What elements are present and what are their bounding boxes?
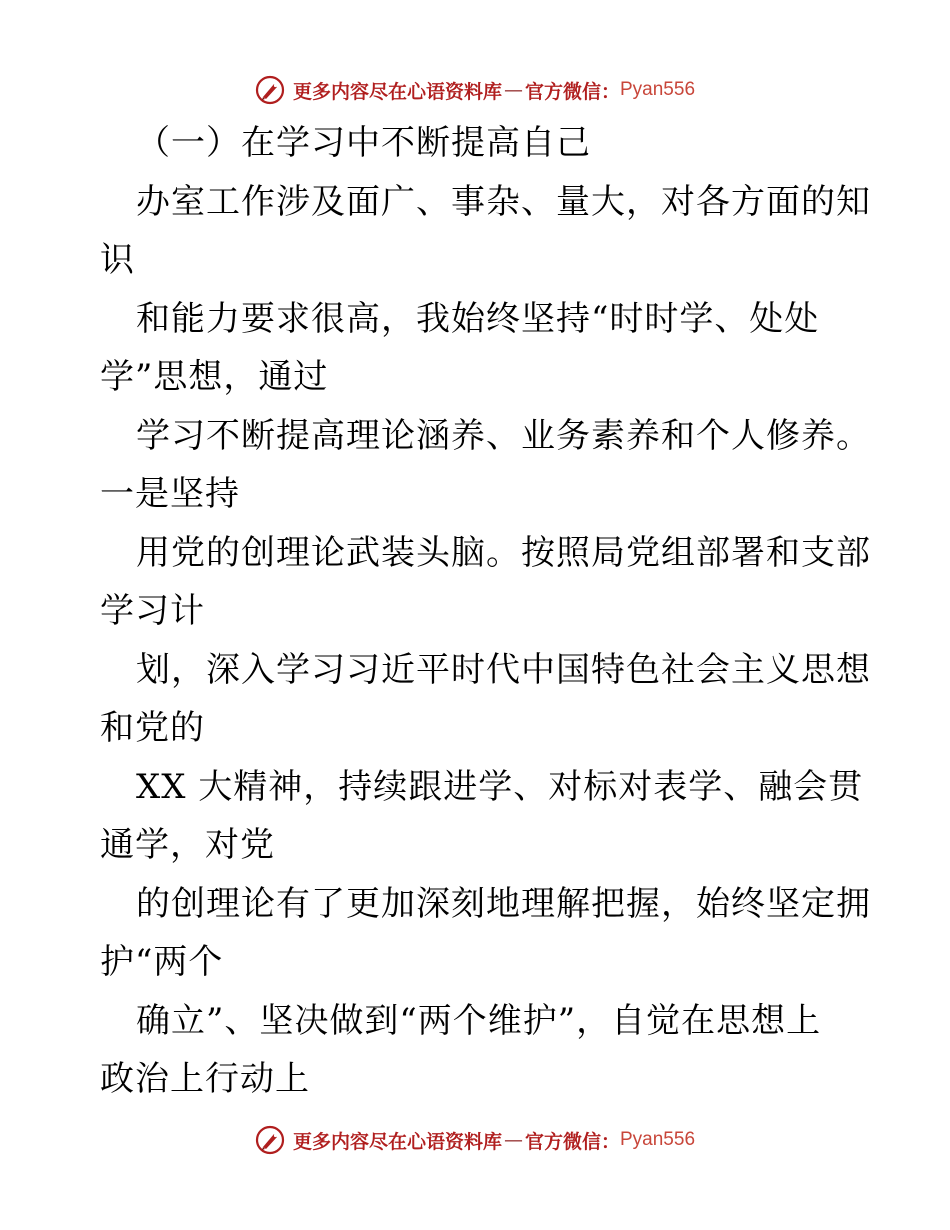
text-line: XX 大精神，持续跟进学、对标对表学、融会贯 <box>136 766 864 807</box>
text-line: 划，深入学习习近平时代中国特色社会主义思想 <box>136 649 871 690</box>
banner-handle: Pyan556 <box>620 79 696 100</box>
header-banner <box>0 70 950 110</box>
banner-separator: — <box>503 79 523 101</box>
text-line: 办室工作涉及面广、事杂、量大，对各方面的知 <box>136 181 871 222</box>
banner-separator: — <box>503 1129 523 1151</box>
text-line: 政治上行动上 <box>100 1059 310 1099</box>
text-line: 学”思想，通过 <box>100 357 329 397</box>
footer-banner <box>0 1120 950 1160</box>
banner-main-text: 更多内容尽在心语资料库 <box>292 1130 502 1153</box>
text-line: 学习不断提高理论涵养、业务素养和个人修养。 <box>136 415 871 456</box>
text-line: 用党的创理论武装头脑。按照局党组部署和支部 <box>136 532 871 573</box>
section-heading: （一）在学习中不断提高自己 <box>136 123 591 163</box>
document-body <box>100 114 871 1109</box>
text-line: 学习计 <box>100 591 205 631</box>
text-line: 和党的 <box>100 708 205 748</box>
text-line: 通学，对党 <box>100 825 275 865</box>
text-line: 确立”、坚决做到“两个维护”，自觉在思想上 <box>136 1000 822 1041</box>
text-line: 和能力要求很高，我始终坚持“时时学、处处 <box>136 298 820 339</box>
banner-suffix-text: 官方微信： <box>524 1130 620 1153</box>
banner-suffix-text: 官方微信： <box>524 80 620 103</box>
text-line: 一是坚持 <box>100 474 240 514</box>
pen-logo-icon <box>255 1125 285 1155</box>
banner-handle: Pyan556 <box>620 1129 696 1150</box>
text-line: 识 <box>100 240 135 280</box>
pen-logo-icon <box>255 75 285 105</box>
text-line: 护“两个 <box>100 942 224 982</box>
banner-main-text: 更多内容尽在心语资料库 <box>292 80 502 103</box>
text-line: 的创理论有了更加深刻地理解把握，始终坚定拥 <box>136 883 871 924</box>
